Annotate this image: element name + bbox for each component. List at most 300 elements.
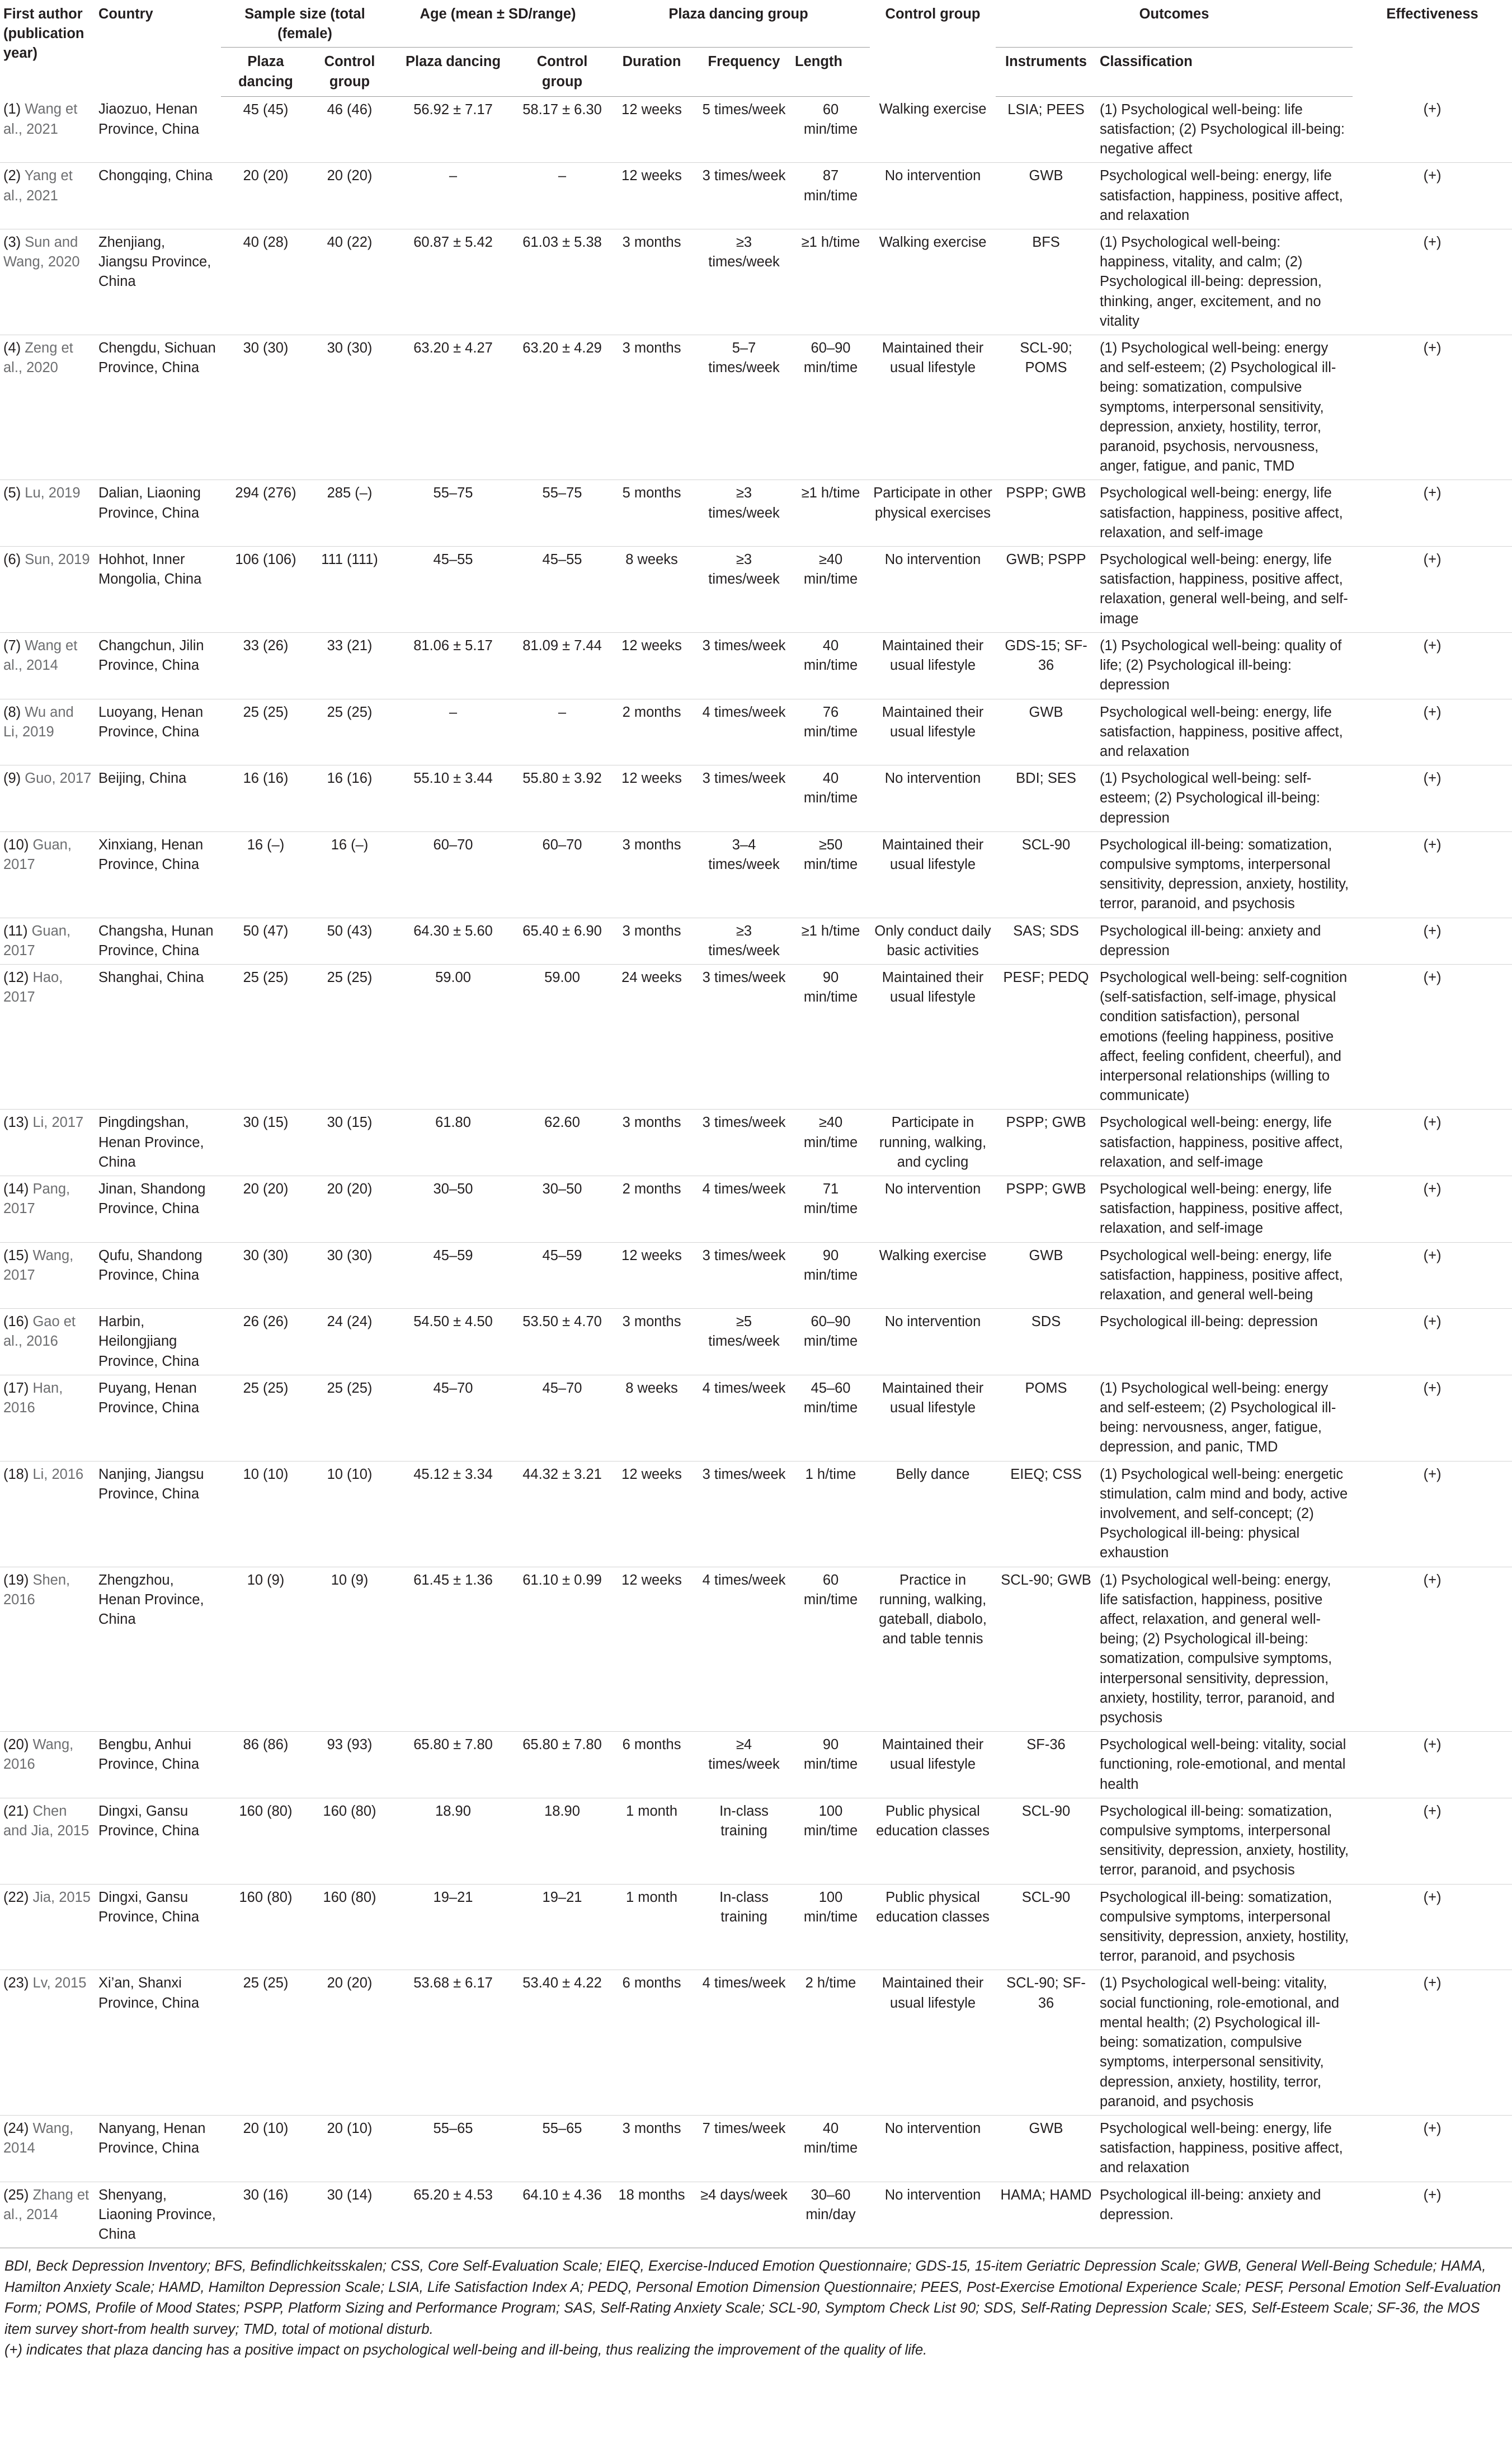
cell-length: 40 min/time — [803, 770, 858, 806]
cell-length: 71 min/time — [803, 1181, 858, 1217]
table-row — [0, 163, 1512, 229]
study-reference-link[interactable]: Wu and Li, 2019 — [3, 704, 74, 740]
table-row — [0, 1567, 1512, 1732]
cell-frequency: ≥4 times/week — [708, 1737, 780, 1773]
cell-country: Chongqing, China — [98, 168, 213, 184]
cell-sample-control: 20 (20) — [327, 1181, 373, 1197]
table-row — [0, 1970, 1512, 2115]
study-reference-link[interactable]: Gao et al., 2016 — [3, 1314, 76, 1350]
table-row — [0, 765, 1512, 832]
cell-control-group: Maintained their usual lifestyle — [882, 1975, 984, 2011]
cell-age-control: 45–70 — [542, 1380, 582, 1396]
cell-country: Bengbu, Anhui Province, China — [98, 1737, 200, 1773]
study-reference-link[interactable]: Zeng et al., 2020 — [3, 340, 73, 376]
cell-sample-control: 20 (10) — [327, 2120, 373, 2136]
cell-sample-plaza: 16 (16) — [243, 770, 289, 787]
cell-duration: 24 weeks — [621, 969, 682, 985]
cell-instruments: BFS — [1032, 234, 1060, 251]
cell-instruments: GWB; PSPP — [1006, 552, 1086, 568]
cell-sample-plaza: 30 (16) — [243, 2187, 289, 2203]
study-number: (6) — [3, 552, 21, 568]
study-reference-link[interactable]: Wang et al., 2014 — [3, 637, 78, 674]
study-reference-link[interactable]: Sun, 2019 — [25, 552, 90, 568]
cell-sample-control: 30 (30) — [327, 1247, 373, 1263]
cell-age-control: 55–75 — [542, 485, 582, 501]
cell-sample-control: 25 (25) — [327, 969, 373, 985]
cell-frequency: ≥4 days/week — [700, 2187, 788, 2203]
cell-country: Zhenjiang, Jiangsu Province, China — [98, 234, 211, 290]
cell-sample-plaza: 50 (47) — [243, 923, 289, 939]
cell-instruments: PSPP; GWB — [1006, 1115, 1086, 1131]
cell-classification: (1) Psychological well-being: self-esteem; (2) Psychological ill-being: depression — [1100, 770, 1321, 826]
study-reference-link[interactable]: Shen, 2016 — [3, 1572, 70, 1608]
cell-instruments: GWB — [1029, 2120, 1063, 2136]
cell-sample-plaza: 25 (25) — [243, 1380, 289, 1396]
cell-duration: 12 weeks — [621, 637, 682, 654]
cell-duration: 12 weeks — [621, 1572, 682, 1588]
cell-length: ≥40 min/time — [803, 1115, 858, 1150]
cell-classification: Psychological well-being: energy, life satisfaction, happiness, positive affect, and relaxation — [1100, 168, 1343, 223]
study-number: (3) — [3, 234, 21, 251]
cell-effectiveness: (+) — [1423, 2187, 1442, 2203]
study-number: (18) — [3, 1466, 29, 1482]
cell-first-author — [0, 480, 95, 547]
study-number: (22) — [3, 1889, 29, 1905]
cell-country: Xinxiang, Henan Province, China — [98, 837, 204, 872]
table-row — [0, 480, 1512, 547]
cell-length: 90 min/time — [803, 1737, 858, 1773]
cell-length: 30–60 min/day — [806, 2187, 856, 2222]
cell-length: 60 min/time — [803, 101, 858, 138]
study-reference-link[interactable]: Pang, 2017 — [3, 1181, 70, 1217]
cell-effectiveness: (+) — [1423, 704, 1442, 720]
study-number: (16) — [3, 1314, 29, 1330]
study-reference-link[interactable]: Zhang et al., 2014 — [3, 2187, 90, 2222]
cell-sample-plaza: 20 (20) — [243, 168, 289, 184]
cell-instruments: LSIA; PEES — [1007, 101, 1085, 118]
cell-duration: 18 months — [618, 2187, 685, 2203]
cell-sample-plaza: 160 (80) — [239, 1803, 293, 1819]
header-first-author: First author (publication year) — [3, 6, 84, 62]
cell-sample-plaza: 86 (86) — [243, 1737, 289, 1753]
cell-duration: 6 months — [622, 1975, 681, 1991]
cell-first-author — [0, 632, 95, 699]
header-age: Age (mean ± SD/range) — [389, 0, 607, 48]
cell-length: 40 min/time — [803, 637, 858, 674]
cell-first-author — [0, 1884, 95, 1970]
cell-age-plaza: 55–65 — [433, 2120, 473, 2136]
cell-instruments: BDI; SES — [1016, 770, 1076, 787]
cell-effectiveness: (+) — [1423, 1889, 1442, 1905]
cell-effectiveness: (+) — [1423, 1314, 1442, 1330]
table-row — [0, 964, 1512, 1109]
cell-age-plaza: 53.68 ± 6.17 — [413, 1975, 493, 1991]
cell-age-plaza: – — [449, 704, 458, 720]
cell-effectiveness: (+) — [1423, 637, 1442, 654]
cell-frequency: In-class training — [719, 1803, 769, 1839]
cell-instruments: PSPP; GWB — [1006, 485, 1086, 501]
cell-first-author — [0, 96, 95, 163]
study-reference-link[interactable]: Lv, 2015 — [32, 1975, 87, 1991]
cell-sample-plaza: 160 (80) — [239, 1889, 293, 1905]
cell-duration: 2 months — [622, 1181, 681, 1197]
study-reference-link[interactable]: Sun and Wang, 2020 — [3, 234, 80, 270]
study-reference-link[interactable]: Lu, 2019 — [25, 485, 81, 501]
cell-age-plaza: 19–21 — [433, 1889, 473, 1905]
header-duration: Duration — [607, 48, 696, 96]
cell-sample-control: 285 (–) — [327, 485, 373, 501]
study-reference-link[interactable]: Li, 2016 — [32, 1466, 84, 1482]
cell-classification: Psychological well-being: energy, life satisfaction, happiness, positive affect, relaxation, and self-image — [1100, 485, 1343, 541]
cell-control-group: No intervention — [884, 168, 981, 184]
table-row — [0, 2115, 1512, 2182]
cell-sample-plaza: 40 (28) — [243, 234, 289, 251]
cell-sample-control: 46 (46) — [327, 101, 373, 118]
cell-country: Dalian, Liaoning Province, China — [98, 485, 201, 521]
cell-age-control: 58.17 ± 6.30 — [522, 101, 602, 118]
cell-effectiveness: (+) — [1423, 1975, 1442, 1991]
cell-first-author — [0, 831, 95, 918]
cell-classification: (1) Psychological well-being: quality of life; (2) Psychological ill-being: depression — [1100, 637, 1342, 693]
study-reference-link[interactable]: Wang, 2017 — [3, 1247, 74, 1283]
cell-duration: 1 month — [625, 1889, 678, 1905]
cell-duration: 12 weeks — [621, 168, 682, 184]
cell-frequency: 4 times/week — [702, 1380, 786, 1396]
cell-frequency: 3 times/week — [702, 1466, 786, 1482]
study-reference-link[interactable]: Wang et al., 2021 — [3, 101, 78, 137]
cell-frequency: 5 times/week — [702, 101, 786, 118]
table-row — [0, 229, 1512, 335]
cell-frequency: 4 times/week — [702, 1975, 786, 1991]
cell-length: 1 h/time — [805, 1466, 856, 1482]
cell-instruments: HAMA; HAMD — [1000, 2187, 1092, 2203]
study-reference-link[interactable]: Yang et al., 2021 — [3, 168, 73, 204]
cell-control-group: Only conduct daily basic activities — [874, 923, 991, 958]
cell-age-plaza: 60–70 — [433, 837, 473, 853]
cell-first-author — [0, 1461, 95, 1567]
study-number: (5) — [3, 485, 21, 501]
cell-country: Qufu, Shandong Province, China — [98, 1247, 202, 1283]
cell-classification: Psychological well-being: energy, life satisfaction, happiness, positive affect, relaxation, and self-image — [1100, 1115, 1343, 1170]
table-row — [0, 96, 1512, 163]
header-length: Length — [792, 48, 870, 96]
cell-country: Beijing, China — [98, 770, 187, 787]
cell-length: 76 min/time — [803, 704, 858, 740]
study-number: (15) — [3, 1247, 29, 1263]
cell-sample-plaza: 10 (9) — [247, 1572, 285, 1588]
header-age-control: Control group — [517, 48, 607, 96]
cell-country: Dingxi, Gansu Province, China — [98, 1803, 200, 1839]
cell-frequency: 3 times/week — [702, 637, 786, 654]
table-header — [0, 0, 1512, 96]
cell-age-control: 55.80 ± 3.92 — [522, 770, 602, 787]
cell-length: 90 min/time — [803, 969, 858, 1005]
cell-age-plaza: 65.80 ± 7.80 — [413, 1737, 493, 1753]
cell-sample-plaza: 25 (25) — [243, 969, 289, 985]
study-reference-link[interactable]: Chen and Jia, 2015 — [3, 1803, 90, 1839]
cell-instruments: PSPP; GWB — [1006, 1181, 1086, 1197]
cell-age-plaza: 65.20 ± 4.53 — [413, 2187, 493, 2203]
cell-age-plaza: 45.12 ± 3.34 — [413, 1466, 493, 1482]
cell-effectiveness: (+) — [1423, 1247, 1442, 1263]
cell-first-author — [0, 1309, 95, 1375]
study-reference-link[interactable]: Guan, 2017 — [3, 923, 71, 958]
cell-age-plaza: 18.90 — [435, 1803, 471, 1819]
cell-duration: 6 months — [622, 1737, 681, 1753]
header-age-plaza: Plaza dancing — [389, 48, 517, 96]
cell-country: Shanghai, China — [98, 969, 204, 985]
cell-effectiveness: (+) — [1423, 923, 1442, 939]
cell-age-control: 53.50 ± 4.70 — [522, 1314, 602, 1330]
table-row — [0, 1884, 1512, 1970]
cell-first-author — [0, 163, 95, 229]
cell-sample-plaza: 30 (15) — [243, 1115, 289, 1131]
cell-instruments: SCL-90; GWB — [1001, 1572, 1091, 1588]
cell-first-author — [0, 699, 95, 765]
cell-effectiveness: (+) — [1423, 101, 1442, 118]
cell-classification: (1) Psychological well-being: energy and self-esteem; (2) Psychological ill-being: nervousness, anger, fatigue, depression, and panic, TMD — [1100, 1380, 1336, 1455]
cell-effectiveness: (+) — [1423, 234, 1442, 251]
cell-length: 60–90 min/time — [803, 340, 858, 376]
study-number: (23) — [3, 1975, 29, 1991]
cell-instruments: SF-36 — [1026, 1737, 1066, 1753]
cell-country: Shenyang, Liaoning Province, China — [98, 2187, 216, 2242]
cell-sample-control: 50 (43) — [327, 923, 373, 939]
cell-first-author — [0, 229, 95, 335]
cell-age-control: 59.00 — [544, 969, 580, 985]
header-plaza-group: Plaza dancing group — [607, 0, 870, 48]
cell-control-group: Maintained their usual lifestyle — [882, 1737, 984, 1773]
cell-age-plaza: 63.20 ± 4.27 — [413, 340, 493, 356]
cell-length: ≥40 min/time — [803, 552, 858, 588]
cell-duration: 3 months — [622, 234, 681, 251]
study-number: (13) — [3, 1115, 29, 1131]
cell-control-group: No intervention — [884, 2187, 981, 2203]
cell-age-plaza: 59.00 — [435, 969, 471, 985]
cell-length: 100 min/time — [803, 1889, 858, 1925]
study-number: (14) — [3, 1181, 29, 1197]
cell-control-group: No intervention — [884, 552, 981, 568]
cell-age-control: 61.10 ± 0.99 — [522, 1572, 602, 1588]
cell-sample-control: 16 (16) — [327, 770, 373, 787]
cell-first-author — [0, 335, 95, 480]
cell-classification: Psychological ill-being: somatization, compulsive symptoms, interpersonal sensitivity, depression, anxiety, hostility, terror, paranoid, and psychosis — [1100, 837, 1349, 912]
cell-sample-plaza: 20 (10) — [243, 2120, 289, 2136]
cell-first-author — [0, 547, 95, 633]
cell-frequency: 3 times/week — [702, 770, 786, 787]
cell-classification: Psychological ill-being: anxiety and depression. — [1100, 2187, 1321, 2222]
cell-sample-control: 20 (20) — [327, 168, 373, 184]
cell-first-author — [0, 2182, 95, 2248]
study-reference-link[interactable]: Jia, 2015 — [32, 1889, 91, 1905]
cell-control-group: Public physical education classes — [876, 1889, 990, 1925]
cell-control-group: Walking exercise — [879, 101, 987, 118]
cell-control-group: No intervention — [884, 1314, 981, 1330]
cell-sample-control: 160 (80) — [323, 1889, 376, 1905]
study-number: (9) — [3, 770, 21, 787]
cell-instruments: SCL-90 — [1021, 1889, 1071, 1905]
cell-country: Changchun, Jilin Province, China — [98, 637, 204, 674]
study-number: (11) — [3, 923, 28, 939]
cell-control-group: Practice in running, walking, gateball, diabolo, and table tennis — [879, 1572, 987, 1647]
table-row — [0, 335, 1512, 480]
cell-age-control: 62.60 — [544, 1115, 580, 1131]
cell-control-group: Maintained their usual lifestyle — [882, 1380, 984, 1416]
cell-control-group: Maintained their usual lifestyle — [882, 637, 984, 674]
cell-sample-control: 93 (93) — [327, 1737, 373, 1753]
cell-first-author — [0, 1798, 95, 1884]
study-number: (20) — [3, 1737, 29, 1753]
cell-duration: 8 weeks — [625, 552, 678, 568]
table-row — [0, 1110, 1512, 1176]
cell-sample-control: 16 (–) — [331, 837, 369, 853]
cell-classification: Psychological ill-being: depression — [1100, 1314, 1318, 1330]
cell-frequency: 3 times/week — [702, 969, 786, 985]
cell-duration: 8 weeks — [625, 1380, 678, 1396]
cell-length: 90 min/time — [803, 1247, 858, 1283]
cell-sample-plaza: 106 (106) — [235, 552, 296, 568]
cell-country: Puyang, Henan Province, China — [98, 1380, 200, 1416]
header-country: Country — [98, 6, 153, 22]
cell-country: Chengdu, Sichuan Province, China — [98, 340, 216, 376]
cell-duration: 12 weeks — [621, 101, 682, 118]
cell-sample-control: 25 (25) — [327, 704, 373, 720]
cell-first-author — [0, 2115, 95, 2182]
cell-sample-control: 33 (21) — [327, 637, 373, 654]
cell-frequency: 4 times/week — [702, 704, 786, 720]
study-reference-link[interactable]: Hao, 2017 — [3, 969, 63, 1005]
cell-duration: 3 months — [622, 340, 681, 356]
cell-first-author — [0, 918, 95, 964]
cell-frequency: In-class training — [719, 1889, 769, 1925]
cell-country: Nanyang, Henan Province, China — [98, 2120, 206, 2156]
cell-effectiveness: (+) — [1423, 1380, 1442, 1396]
table-row — [0, 1242, 1512, 1309]
cell-sample-control: 20 (20) — [327, 1975, 373, 1991]
cell-classification: (1) Psychological well-being: life satisfaction; (2) Psychological ill-being: negative affect — [1100, 101, 1345, 157]
table-row — [0, 547, 1512, 633]
cell-frequency: ≥3 times/week — [708, 234, 780, 270]
cell-instruments: GWB — [1029, 704, 1063, 720]
cell-duration: 5 months — [622, 485, 681, 501]
cell-frequency: ≥3 times/week — [708, 485, 780, 521]
cell-instruments: GDS-15; SF-36 — [1005, 637, 1087, 674]
footnote-abbreviations: BDI, Beck Depression Inventory; BFS, Befindlichkeitsskalen; CSS, Core Self-Evaluation Scale; EIEQ, Exercise-Induced Emotion Questionnaire; GDS-15, 15-item Geriatric Depression Scale; GWB, General Well-Being Schedule; HAMA, Hamilton Anxiety Scale; HAMD, Hamilton Depression Scale; LSIA, Life Satisfaction Index A; PEDQ, Personal Emotion Dimension Questionnaire; PEES, Post-Exercise Emotional Experience Scale; PESF, Personal Emotion Self-Evaluation Form; POMS, Profile of Mood States; PSPP, Platform Sizing and Performance Program; SAS, Self-Rating Anxiety Scale; SCL-90, Symptom Check List 90; SDS, Self-Rating Depression Scale; SES, Self-Esteem Scale; SF-36, the MOS item survey short-from health survey; TMD, total of motional disturb. — [4, 2258, 1501, 2337]
header-outcomes: Outcomes — [996, 0, 1353, 48]
cell-first-author — [0, 1375, 95, 1461]
cell-age-control: 18.90 — [544, 1803, 580, 1819]
cell-first-author — [0, 1732, 95, 1798]
cell-effectiveness: (+) — [1423, 969, 1442, 985]
table-row — [0, 1798, 1512, 1884]
study-reference-link[interactable]: Wang, 2016 — [3, 1737, 74, 1773]
study-number: (19) — [3, 1572, 29, 1588]
cell-duration: 12 weeks — [621, 1247, 682, 1263]
cell-duration: 3 months — [622, 923, 681, 939]
study-reference-link[interactable]: Wang, 2014 — [3, 2120, 74, 2156]
table-row — [0, 2182, 1512, 2248]
table-row — [0, 1732, 1512, 1798]
header-sample-size: Sample size (total (female) — [221, 0, 389, 48]
cell-control-group: Maintained their usual lifestyle — [882, 837, 984, 872]
cell-duration: 12 weeks — [621, 1466, 682, 1482]
header-effectiveness: Effectiveness — [1386, 6, 1478, 22]
cell-classification: Psychological well-being: energy, life satisfaction, happiness, positive affect, and relaxation — [1100, 2120, 1343, 2176]
study-number: (17) — [3, 1380, 29, 1396]
cell-age-plaza: 61.45 ± 1.36 — [413, 1572, 493, 1588]
cell-length: 87 min/time — [803, 168, 858, 204]
cell-sample-control: 160 (80) — [323, 1803, 376, 1819]
study-number: (12) — [3, 969, 29, 985]
study-number: (7) — [3, 637, 21, 654]
cell-country: Luoyang, Henan Province, China — [98, 704, 204, 740]
cell-length: ≥1 h/time — [801, 923, 860, 939]
cell-effectiveness: (+) — [1423, 1737, 1442, 1753]
study-number: (1) — [3, 101, 21, 118]
cell-first-author — [0, 1567, 95, 1732]
study-number: (8) — [3, 704, 21, 720]
cell-age-plaza: 45–59 — [433, 1247, 473, 1263]
cell-control-group: Maintained their usual lifestyle — [882, 969, 984, 1005]
cell-age-plaza: 61.80 — [435, 1115, 471, 1131]
study-reference-link[interactable]: Li, 2017 — [32, 1115, 84, 1131]
cell-sample-plaza: 25 (25) — [243, 1975, 289, 1991]
cell-age-control: 45–55 — [542, 552, 582, 568]
cell-country: Jiaozuo, Henan Province, China — [98, 101, 200, 137]
cell-control-group: Walking exercise — [879, 1247, 987, 1263]
table-row — [0, 1461, 1512, 1567]
cell-first-author — [0, 1110, 95, 1176]
cell-length: 60 min/time — [803, 1572, 858, 1608]
cell-control-group: Belly dance — [896, 1466, 970, 1482]
cell-age-plaza: 45–55 — [433, 552, 473, 568]
cell-classification: (1) Psychological well-being: energy, life satisfaction, happiness, positive affect, relaxation, and general well-being; (2) Psychological ill-being: somatization, compulsive symptoms, interpersonal sensitivity, depression, anxiety, hostility, terror, paranoid, and psychosis — [1100, 1572, 1335, 1726]
study-number: (4) — [3, 340, 21, 356]
cell-sample-plaza: 294 (276) — [235, 485, 296, 501]
cell-frequency: 5–7 times/week — [708, 340, 780, 376]
cell-control-group: No intervention — [884, 2120, 981, 2136]
cell-control-group: Participate in running, walking, and cycling — [879, 1115, 987, 1170]
cell-classification: Psychological well-being: energy, life satisfaction, happiness, positive affect, and relaxation — [1100, 704, 1343, 759]
table-row — [0, 699, 1512, 765]
cell-first-author — [0, 765, 95, 832]
header-classification: Classification — [1096, 48, 1353, 96]
cell-sample-plaza: 16 (–) — [247, 837, 285, 853]
cell-country: Xi’an, Shanxi Province, China — [98, 1975, 200, 2011]
cell-country: Hohhot, Inner Mongolia, China — [98, 552, 202, 588]
cell-classification: Psychological well-being: energy, life satisfaction, happiness, positive affect, relaxation, general well-being, and self-image — [1100, 552, 1348, 627]
cell-age-plaza: 81.06 ± 5.17 — [413, 637, 493, 654]
cell-age-plaza: 54.50 ± 4.50 — [413, 1314, 493, 1330]
cell-age-control: 65.40 ± 6.90 — [522, 923, 602, 939]
cell-sample-control: 10 (10) — [327, 1466, 373, 1482]
header-sample-control: Control group — [310, 48, 389, 96]
study-number: (10) — [3, 837, 29, 853]
study-reference-link[interactable]: Han, 2016 — [3, 1380, 63, 1416]
cell-length: ≥1 h/time — [801, 234, 860, 251]
cell-frequency: 4 times/week — [702, 1572, 786, 1588]
cell-effectiveness: (+) — [1423, 340, 1442, 356]
cell-instruments: SCL-90; SF-36 — [1006, 1975, 1086, 2011]
study-reference-link[interactable]: Guo, 2017 — [25, 770, 92, 787]
cell-duration: 3 months — [622, 2120, 681, 2136]
cell-country: Pingdingshan, Henan Province, China — [98, 1115, 204, 1170]
cell-instruments: EIEQ; CSS — [1010, 1466, 1082, 1482]
cell-classification: Psychological well-being: vitality, social functioning, role-emotional, and mental health — [1100, 1737, 1346, 1792]
cell-classification: Psychological well-being: energy, life satisfaction, happiness, positive affect, relaxation, and self-image — [1100, 1181, 1343, 1237]
study-reference-link[interactable]: Guan, 2017 — [3, 837, 72, 872]
cell-age-control: 30–50 — [542, 1181, 582, 1197]
